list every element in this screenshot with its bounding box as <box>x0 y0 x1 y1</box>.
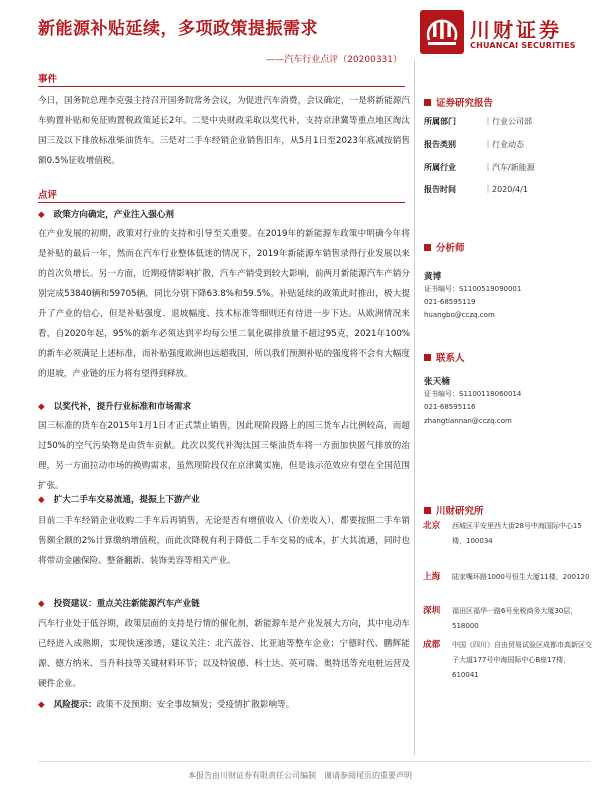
diamond-bullet-icon: ◆ <box>38 402 45 412</box>
square-bullet-icon <box>424 507 431 514</box>
report-title: 新能源补贴延续，多项政策提振需求 <box>38 19 318 39</box>
info-department: 所属部门 ｜行业公司部 <box>424 117 532 126</box>
office-city-beijing: 北京 <box>423 521 441 531</box>
contact-email[interactable]: zhangtiannan@cczq.com <box>424 417 512 425</box>
section-2-title: ◆ 以奖代补，提升行业标准和市场需求 <box>38 402 192 412</box>
comment-divider <box>38 202 405 203</box>
office-address-shanghai: 陆家嘴环路1000号恒生大厦11楼，200120 <box>452 573 590 581</box>
analyst-heading: 分析师 <box>424 240 465 254</box>
risk-warning: ◆ 风险提示：政策不及预期；安全事故频发；受疫情扩散影响等。 <box>38 700 295 710</box>
section-1-text: 在产业发展的初期，政策对行业的支持和引导至关重要。在2019年的新能源车政策中明确今年将是补贴的最后一年，然而在汽车行业整体低迷的情况下，2019年新能源车销售录得行业发展以来的首次负增长。另一方面，近期疫情影响扩散，汽车产销受到较大影响，前两月新能源汽车产销分别完成53840辆和59705辆，同比分别下降63.8%和59.5%。补贴延续的政策此时推出，极大提升了产业的信心，但是补贴强度、退坡幅度、技术标准等细则还有待进一步下达。从欧洲情况来看，自2020年起，95%的新车必须达到平均每公里二氧化碳排放量不超过95克，2021年100%的新车必须满足上述标准，而补贴强度欧洲也远超我国，所以我们预测补贴的强度将不会有大幅度的退坡，产业链的压力将有望得到释放。 <box>38 229 410 379</box>
section-3-text: 目前二手车经销企业收购二手车后再销售，无论是否有增值收入（价差收入），都要按照二手车销售额全额的2%计算缴纳增值税，而此次降税有利于降低二手车交易的成本，扩大其流通，同时也将带动金融保险、整备翻新、装饰美容等相关产业。 <box>38 516 410 566</box>
diamond-bullet-icon: ◆ <box>38 599 45 609</box>
office-address-shenzhen: 福田区福华一路6号免税商务大厦30层，518000 <box>452 607 578 630</box>
footer-divider <box>38 761 590 762</box>
square-bullet-icon <box>424 244 431 251</box>
footer-disclaimer: 本报告由川财证券有限责任公司编制 谨请参阅尾页的重要声明 <box>188 771 412 780</box>
info-industry: 所属行业 ｜汽车/新能源 <box>424 163 535 172</box>
report-info-heading: 证券研究报告 <box>424 95 493 109</box>
info-report-type: 报告类别 ｜行业动态 <box>424 140 524 149</box>
report-subtitle: ——汽车行业点评（20200331） <box>266 55 402 65</box>
office-address-chengdu: 中国（四川）自由贸易试验区成都市高新区交子大道177号中海国际中心B座17楼，610041 <box>452 641 592 679</box>
analyst-license: 证书编号：S1100519090001 <box>424 285 522 293</box>
office-city-shenzhen: 深圳 <box>423 606 441 616</box>
section-3-title: ◆ 扩大二手车交易流通，提振上下游产业 <box>38 495 200 505</box>
office-city-shanghai: 上海 <box>423 572 441 582</box>
analyst-name: 黄博 <box>424 272 442 282</box>
office-city-chengdu: 成都 <box>423 640 441 650</box>
square-bullet-icon <box>424 99 431 106</box>
contact-name: 张天楠 <box>424 377 450 387</box>
logo-english-name: CHUANCAI SECURITIES <box>470 41 576 50</box>
square-bullet-icon <box>424 354 431 361</box>
diamond-bullet-icon: ◆ <box>38 495 45 505</box>
column-divider <box>414 60 415 755</box>
section-1-title: ◆ 政策方向确定，产业注入强心剂 <box>38 210 174 220</box>
section-4-text: 汽车行业处于低谷期，政策层面的支持是行情的催化剂，新能源车是产业发展大方向，其中电动车已经进入成熟期，实现快速渗透，建议关注：北汽蓝谷、比亚迪等整车企业；宁德时代、鹏辉能源、德方纳米、当升科技等关键材料环节；以及特锐德、科士达、英可瑞、奥特迅等充电桩运营及硬件企业。 <box>38 619 410 689</box>
event-divider <box>38 86 405 87</box>
logo-chinese-name: 川财证券 <box>470 18 562 42</box>
contact-phone: 021-68595116 <box>424 403 476 411</box>
institute-heading: 川财研究所 <box>424 503 484 517</box>
diamond-bullet-icon: ◆ <box>38 210 45 220</box>
contact-license: 证书编号：S1100118060014 <box>424 390 522 398</box>
comment-heading: 点评 <box>38 190 58 201</box>
logo-mark-icon <box>420 10 464 54</box>
analyst-phone: 021-68595119 <box>424 298 476 306</box>
diamond-bullet-icon: ◆ <box>38 700 45 710</box>
office-address-beijing: 西城区平安里西大街28号中海国际中心15楼，100034 <box>452 522 582 545</box>
section-2-text: 国三标准的货车在2015年1月1日才正式禁止销售，因此现阶段路上的国三货车占比例较高，而超过50%的空气污染物是由货车贡献。此次以奖代补淘汰国三柴油货车将一方面加快匿气排放的治理，另一方面拉动市场的换购需求，虽然现阶段仅在京津冀实施，但是该示范效应有望在全国范围扩张。 <box>38 421 410 491</box>
analyst-email[interactable]: huangbo@cczq.com <box>424 311 495 319</box>
contact-heading: 联系人 <box>424 350 465 364</box>
event-heading: 事件 <box>38 74 58 85</box>
section-4-title: ◆ 投资建议：重点关注新能源汽车产业链 <box>38 599 200 609</box>
event-text: 今日，国务院总理李克强主持召开国务院常务会议，为促进汽车消费，会议确定，一是将新能源汽车购置补贴和免征购置税政策延长2年。二是中央财政采取以奖代补，支持京津冀等重点地区淘汰国三及以下排放标准柴油货车。三是对二手车经销企业销售旧车，从5月1日至2023年底减按销售额0.5%征收增值税。 <box>38 96 410 166</box>
company-logo <box>420 10 590 54</box>
info-report-date: 报告时间 ｜2020/4/1 <box>424 185 528 194</box>
